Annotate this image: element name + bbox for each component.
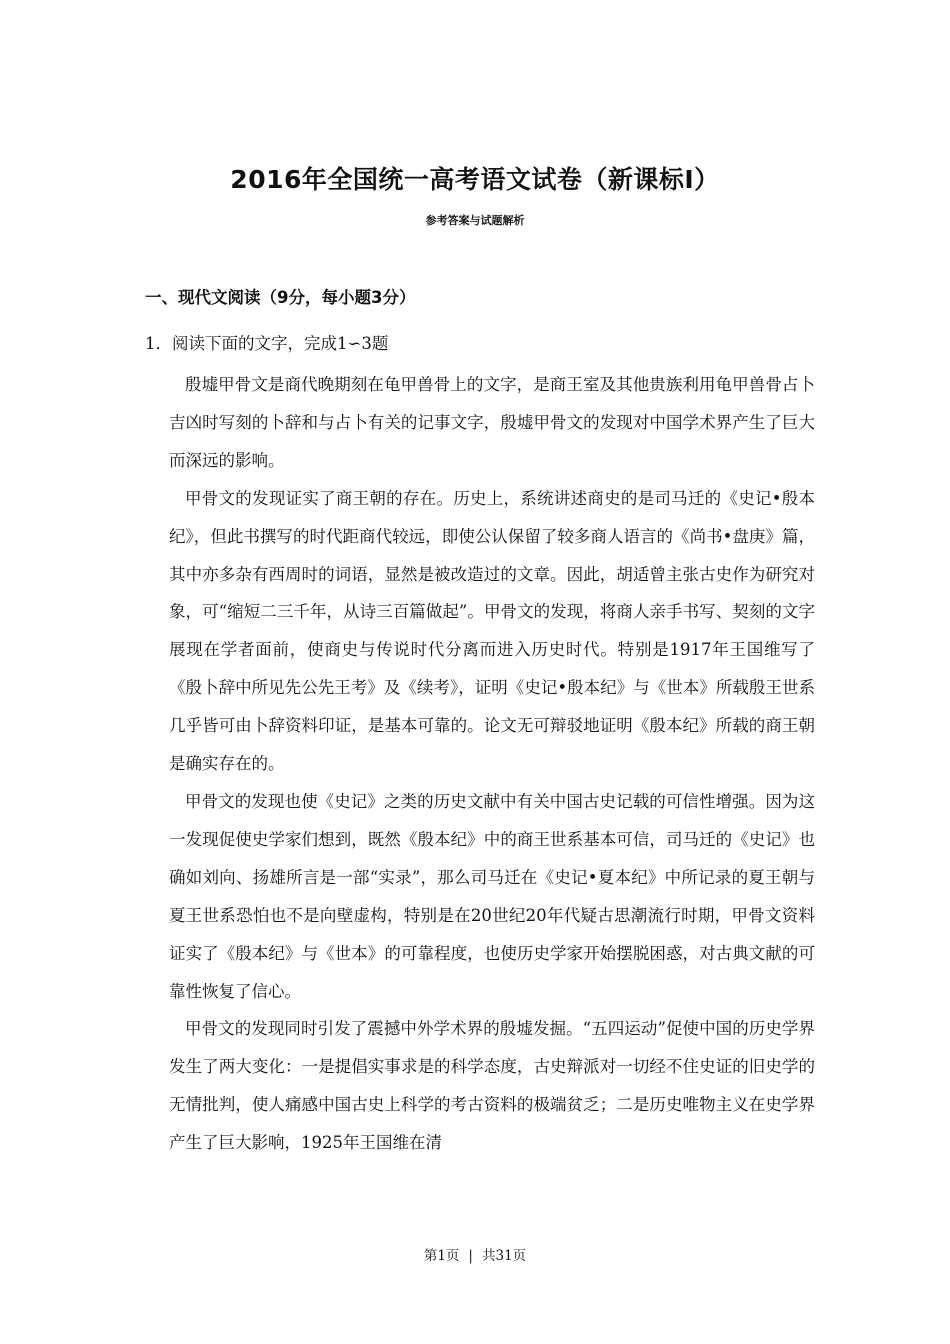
question-text: 阅读下面的文字，完成1∽3题 <box>172 334 389 353</box>
document-subtitle: 参考答案与试题解析 <box>425 214 525 227</box>
page-number: 第1页 <box>423 1248 460 1264</box>
passage-paragraph: 殷墟甲骨文是商代晚期刻在龟甲兽骨上的文字，是商王室及其他贵族利用龟甲兽骨占卜吉凶时写刻的卜辞和与占卜有关的记事文字，殷墟甲骨文的发现对中国学术界产生了巨大而深远的影响。 <box>169 375 815 470</box>
question-number: 1． <box>145 334 172 353</box>
passage-paragraph: 甲骨文的发现也使《史记》之类的历史文献中有关中国古史记载的可信性增强。因为这一发现促使史学家们想到，既然《殷本纪》中的商王世系基本可信，司马迁的《史记》也确如刘向、扬雄所言是一部“实录”，那么司马迁在《史记•夏本纪》中所记录的夏王朝与夏王世系恐怕也不是向壁虚构，特别是在20世纪20年代疑古思潮流行时期，甲骨文资料证实了《殷本纪》与《世本》的可靠程度，也使历史学家开始摆脱困惑，对古典文献的可靠性恢复了信心。 <box>169 791 815 1001</box>
footer-separator: | <box>468 1248 473 1264</box>
passage-paragraph: 甲骨文的发现同时引发了震撼中外学术界的殷墟发掘。“五四运动”促使中国的历史学界发生了两大变化：一是提倡实事求是的科学态度，古史辩派对一切经不住史证的旧史学的无情批判，使人痛感中国古史上科学的考古资料的极端贫乏；二是历史唯物主义在史学界产生了巨大影响，1925年王国维在清 <box>169 1019 815 1153</box>
question-line <box>145 330 388 354</box>
passage-body <box>169 366 815 1162</box>
section-heading: 一、现代文阅读（9分，每小题3分） <box>145 288 416 307</box>
page-footer <box>0 1244 950 1264</box>
document-title: 2016年全国统一高考语文试卷（新课标Ⅰ） <box>230 165 720 194</box>
total-pages: 共31页 <box>481 1248 527 1264</box>
passage-paragraph: 甲骨文的发现证实了商王朝的存在。历史上，系统讲述商史的是司马迁的《史记•殷本纪》，但此书撰写的时代距商代较远，即使公认保留了较多商人语言的《尚书•盘庚》篇，其中亦多杂有西周时的词语，显然是被改造过的文章。因此，胡适曾主张古史作为研究对象，可“缩短二三千年，从诗三百篇做起”。甲骨文的发现，将商人亲手书写、契刻的文字展现在学者面前，使商史与传说时代分离而进入历史时代。特别是1917年王国维写了《殷卜辞中所见先公先王考》及《续考》，证明《史记•殷本纪》与《世本》所载殷王世系几乎皆可由卜辞资料印证，是基本可靠的。论文无可辩驳地证明《殷本纪》所载的商王朝是确实存在的。 <box>169 488 815 774</box>
